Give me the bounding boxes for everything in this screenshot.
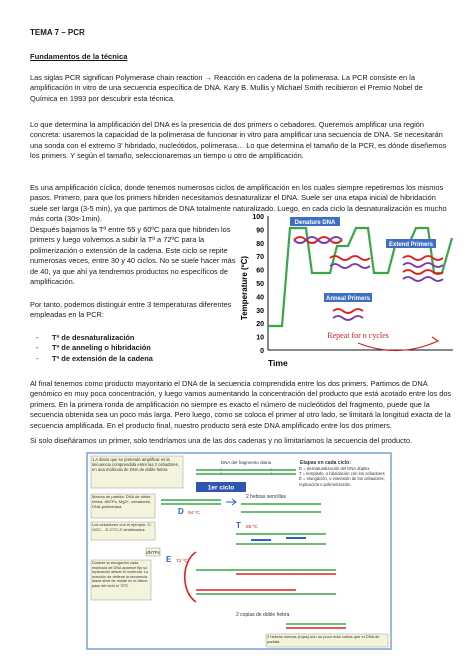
dna-single-strands-icon	[330, 256, 370, 268]
pcr-first-cycle-figure	[86, 452, 392, 650]
list-item: - Tª de desnaturalización	[30, 333, 238, 343]
temp-label-e: 72 ºC	[176, 559, 188, 564]
denature-label: Denature DNA	[294, 220, 336, 226]
y-tick-label: 50	[256, 281, 264, 288]
legend-item-e: E = elongación, o extensión de los cebadores, replicación o polimerización	[299, 476, 385, 487]
primer-strands-icon	[333, 309, 363, 320]
paragraph-intro: Las siglas PCR significan Polymerase chain reaction → Reacción en cadena de la polimerasa. La PCR consiste en la amplificación in vitro de una secuencia específica de DNA. Kary B. Mullis y Michael Smith recibieron el Premio Nobel de Química en 1993 por descubrir esta técnica.	[30, 73, 423, 103]
step-label-d: D	[178, 507, 184, 516]
x-axis-label: Time	[268, 358, 288, 368]
legend-item-d: D = desnaturalización del DNA dúplex	[299, 466, 370, 471]
section-subtitle: Fundamentos de la técnica	[30, 52, 128, 61]
y-tick-label: 40	[256, 294, 264, 302]
y-tick-label: 20	[256, 321, 264, 329]
paragraph-cycles: Es una amplificación cíclica, donde tenemos numerosos ciclos de amplificación en los cuales siempre repetiremos los mismos pasos. Primero, para que los primers hibriden necesitamos desnaturalizar el DNA. Suele ser una etapa inicial de hibridación suele ser larga (3-5 min), ya que partimos de DNA totalmente naturalizado. Luego, en cada ciclo la desnaturalización es mucho más corta (30s-1min).	[30, 183, 447, 224]
y-tick-label: 10	[256, 334, 264, 342]
dna-double-helix-icon	[294, 237, 342, 243]
pcr-temperature-figure	[238, 210, 458, 375]
primer-note: Los cebadores con el ejemplo: 3'-GGC... 5'-CTC-3' sintetizados	[92, 523, 152, 532]
y-tick-label: 70	[256, 254, 264, 262]
extend-label: Extend Primers	[388, 242, 434, 248]
temp-label-t: 55 ºC	[246, 525, 258, 530]
anneal-label: Anneal Primers	[325, 296, 371, 302]
temperature-list	[30, 333, 238, 364]
temp-label-d: 94 ºC	[188, 511, 200, 516]
cycle-title: 1er ciclo	[207, 484, 235, 492]
paragraph-primers: Lo que determina la amplificación del DNA es la presencia de dos primers o cebadores. Queremos amplificar una región concreta: usaremos la capacidad de la polimerasa de funcionar in vitro para amplificar una secuencia de DNA. Se necesitarán una sonda con el extremo 3' hibridado, nucleótidos, polimerasa… Lo que determina el tamaño de la PCR, es dónde diseñemos los primers. Y según el tamaño, seleccionaremos un tiempo u otro de amplificación.	[30, 120, 447, 161]
bottom-note: 2 hebras nuevas (rojas) son un poco más cortas que el DNA de partida	[267, 635, 380, 644]
dntps-label: dNTPs	[146, 550, 160, 555]
paragraph-three-temperatures: Por tanto, podemos distinguir entre 3 temperaturas diferentes empleadas en la PCR:	[30, 300, 232, 320]
strands-label: 2 hebras sencillas	[246, 494, 287, 500]
y-tick-label: 90	[256, 227, 264, 235]
legend-title: Etapas en cada ciclo:	[300, 460, 351, 466]
list-item: - Tª de extensión de la cadena	[30, 354, 238, 364]
y-tick-label: 80	[256, 240, 264, 248]
y-axis-label: Temperature (ºC)	[240, 255, 249, 321]
paragraph-temperatures: Después bajamos la Tª entre 55 y 60ºC para que hibriden los primers y luego volvemos a subir la Tª a 72ºC para la polimerización o extensión de la cadena. Este ciclo se repite numerosas veces, entre 30 y 40 ciclos. No se suele hacer más de 40, ya que ahí ya tendremos productos no específicos de amplificación.	[30, 225, 236, 287]
step-label-t: T	[236, 521, 241, 530]
start-mix-note: Mezcla de partida: DNA de doble hebra, dNTPs, Mg2+, cebadores, DNA-polimerasa	[92, 495, 152, 509]
paragraph-single-primer: Si solo diseñáramos un primer, solo tendríamos una de las dos cadenas y no limitaríamos la secuencia del producto.	[30, 436, 413, 445]
fragment-label: DNA del fragmento diana	[220, 460, 272, 465]
page-title: TEMA 7 – PCR	[30, 28, 85, 37]
step-label-e: E	[166, 555, 172, 564]
elongation-note: Durante la elongación cada molécula de DNA aparece fijo su replicación desde la molécula. La reacción se detiene la secuencia diana sirve de molde en el último paso del ciclo el 72ºC	[92, 561, 149, 588]
copies-label: 2 copias de doble hebra	[236, 612, 290, 618]
y-tick-label: 30	[256, 307, 264, 315]
extended-strands-icon	[403, 256, 443, 281]
intro-note: 1 A diario que se pretende amplificar es la secuencia comprendida entre las 2 cebadores, en una molécula de DNA de doble hebra	[92, 457, 179, 472]
y-tick-label: 60	[256, 267, 264, 275]
legend	[299, 466, 389, 487]
repeat-label: Repeat for n cycles	[327, 331, 389, 340]
y-tick-label: 0	[260, 348, 264, 355]
y-tick-label: 100	[252, 214, 264, 221]
legend-item-t: T = templado, o hibridación con los cebadores	[299, 471, 385, 477]
list-item: - Tª de anneling o hibridación	[30, 343, 238, 353]
paragraph-product: Al final tenemos como producto mayoritario el DNA de la secuencia comprendida entre los dos primers. Partimos de DNA genómico en muy poca concentración, y luego vamos aumentando la concentración del producto que está acotado entre los dos primers. En la primera ronda de amplificación no siempre es exacto el número de nucleótidos del fragmento, puede que la secuencia obtenida sea un poco más larga. Pero luego, como se coloca el primer al otro lado, se limitará la longitud exacta de la secuencia amplificada. En el producto final, nuestro producto será este DNA amplificado entre los dos primers.	[30, 379, 452, 430]
